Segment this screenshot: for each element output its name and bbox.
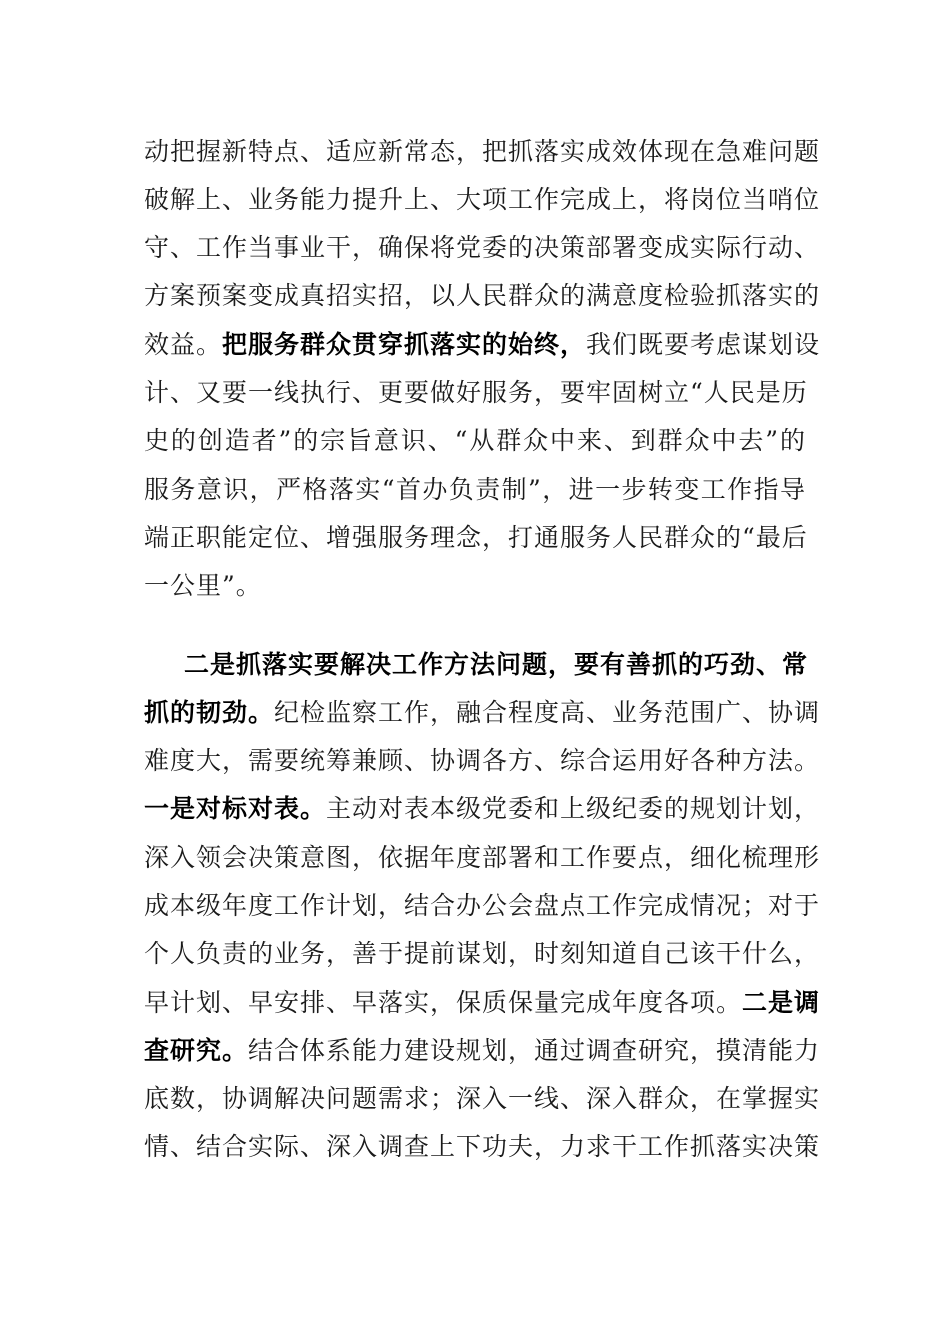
text-line: 服务意识，严格落实“首办负责制”，进一步转变工作指导 (144, 475, 806, 504)
text-line: 方案预案变成真招实招，以人民群众的满意度检验抓落实的 (144, 281, 821, 310)
text-line: 破解上、业务能力提升上、大项工作完成上，将岗位当哨位 (144, 185, 821, 214)
text-line: 难度大，需要统筹兼顾、协调各方、综合运用好各种方法。 (144, 746, 821, 775)
text-line (144, 1031, 821, 1071)
text-segment: 早计划、早安排、早落实，保质保量完成年度各项。 (144, 988, 743, 1017)
text-line (144, 983, 821, 1023)
bold-heading: 抓的韧劲。 (144, 698, 275, 727)
text-line (144, 789, 821, 829)
text-segment: 主动对表本级党委和上级纪委的规划计划， (326, 794, 821, 823)
text-line: 史的创造者”的宗旨意识、“从群众中来、到群众中去”的 (144, 426, 806, 455)
bold-heading: 一是对标对表。 (144, 794, 327, 823)
text-segment: 效益。 (144, 330, 223, 359)
section-heading: 二是抓落实要解决工作方法问题，要有善抓的巧劲、常 (184, 650, 809, 679)
text-line: 深入领会决策意图，依据年度部署和工作要点，细化梳理形 (144, 843, 821, 872)
text-line: 动把握新特点、适应新常态，把抓落实成效体现在急难问题 (144, 137, 821, 166)
bold-heading: 把服务群众贯穿抓落实的始终， (222, 330, 587, 359)
text-line: 底数，协调解决问题需求；深入一线、深入群众，在掌握实 (144, 1084, 821, 1113)
text-line: 成本级年度工作计划，结合办公会盘点工作完成情况；对于 (144, 891, 821, 920)
text-line: 端正职能定位、增强服务理念，打通服务人民群众的“最后 (144, 523, 808, 552)
text-segment: 结合体系能力建设规划，通过调查研究，摸清能力 (248, 1036, 821, 1065)
text-line: 守、工作当事业干，确保将党委的决策部署变成实际行动、 (144, 233, 821, 262)
bold-heading: 查研究。 (144, 1036, 249, 1065)
text-segment: 纪检监察工作，融合程度高、业务范围广、协调 (274, 698, 821, 727)
text-line: 计、又要一线执行、更要做好服务，要牢固树立“人民是历 (144, 378, 808, 407)
text-line (144, 325, 821, 365)
text-line: 个人负责的业务，善于提前谋划，时刻知道自己该干什么， (144, 939, 821, 968)
text-line: 情、结合实际、深入调查上下功夫，力求干工作抓落实决策 (144, 1132, 821, 1161)
text-line: 一公里”。 (144, 571, 262, 600)
text-segment: 我们既要考虑谋划设 (586, 330, 821, 359)
bold-heading: 二是调 (742, 988, 821, 1017)
text-line (144, 693, 821, 733)
